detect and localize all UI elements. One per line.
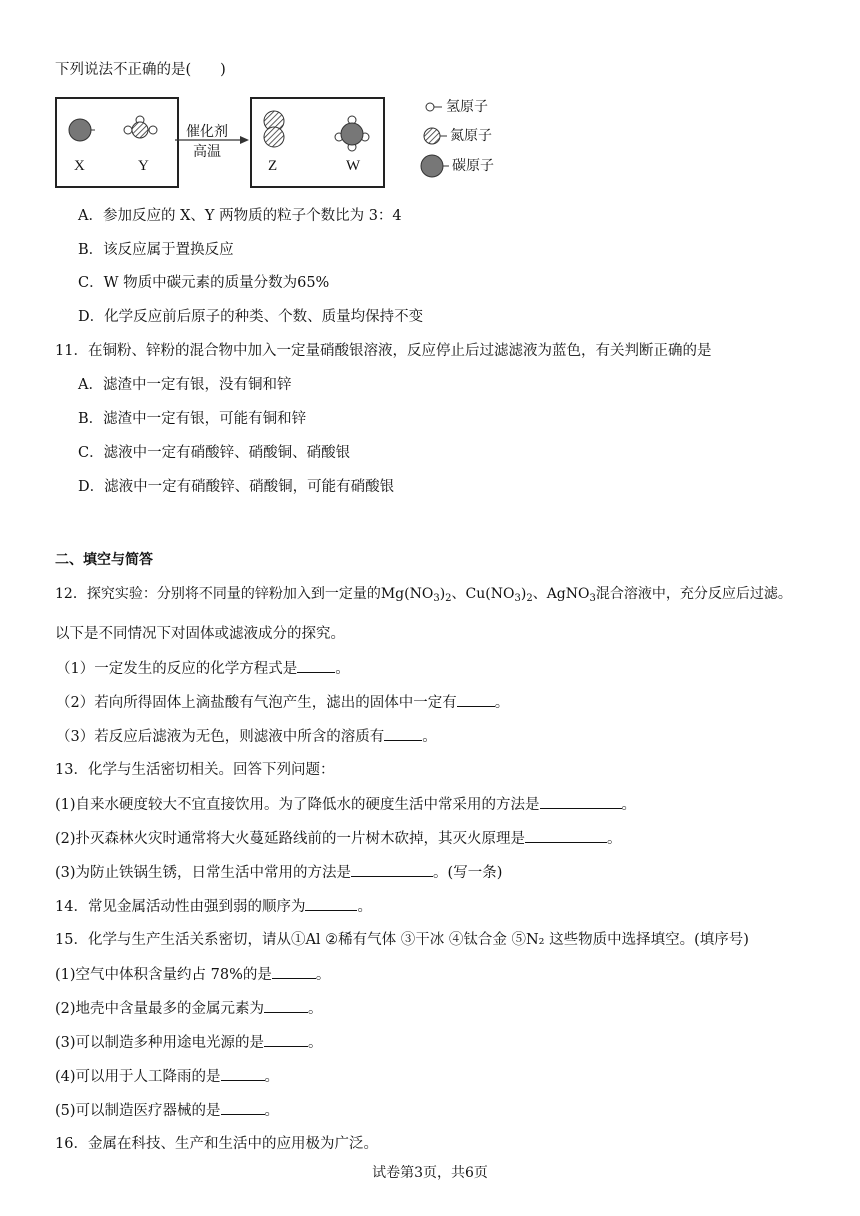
molecules-svg <box>0 0 860 200</box>
label-z: Z <box>268 158 278 174</box>
q11-option-b: B．滤渣中一定有银，可能有铜和锌 <box>78 411 307 427</box>
q15-part2: (2)地壳中含量最多的金属元素为 。 <box>55 998 323 1019</box>
molecule-z-nitrogen <box>264 111 284 147</box>
q14-stem: 14．常见金属活动性由强到弱的顺序为 。 <box>55 896 372 917</box>
q15-stem: 15．化学与生产生活关系密切，请从①Al ②稀有气体 ③干冰 ④钛合金 ⑤N₂ 这些物质中选择填空。(填序号) <box>55 932 749 948</box>
q11-option-c: C．滤液中一定有硝酸锌、硝酸铜、硝酸银 <box>78 445 351 461</box>
molecule-y-ammonia <box>124 116 157 138</box>
answer-blank[interactable] <box>264 998 308 1013</box>
formula-ag-nitrate: AgNO$_3$ <box>546 586 596 604</box>
q12-stem: 12．探究实验：分别将不同量的锌粉加入到一定量的$Mg(NO_3)_2$、$Cu(NO_3)_2$、AgNO$_3$混合溶液中，充分反应后过滤。 <box>55 586 792 604</box>
answer-blank[interactable] <box>221 1066 265 1081</box>
answer-blank[interactable] <box>272 964 316 979</box>
answer-blank[interactable] <box>264 1032 308 1047</box>
q10-option-c: C．W 物质中碳元素的质量分数为65% <box>78 275 330 291</box>
legend-label-hydrogen: 氢原子 <box>446 99 488 115</box>
q11-option-a: A．滤渣中一定有银，没有铜和锌 <box>78 377 292 393</box>
legend-label-nitrogen: 氮原子 <box>450 128 492 144</box>
molecule-x-carbon <box>69 119 95 141</box>
legend-hydrogen <box>426 103 442 111</box>
answer-blank[interactable] <box>221 1100 265 1115</box>
q12-stem-text: 12．探究实验：分别将不同量的锌粉加入到一定量的 <box>55 586 381 602</box>
answer-blank[interactable] <box>351 862 433 877</box>
section-title: 二、填空与简答 <box>55 552 153 568</box>
q15-part5: (5)可以制造医疗器械的是 。 <box>55 1100 279 1121</box>
answer-blank[interactable] <box>297 658 335 673</box>
arrow-condition-catalyst: 催化剂 <box>186 124 228 140</box>
answer-blank[interactable] <box>540 794 622 809</box>
q10-stem: 下列说法不正确的是( ) <box>55 62 226 78</box>
q15-part4: (4)可以用于人工降雨的是 。 <box>55 1066 279 1087</box>
answer-blank[interactable] <box>384 726 422 741</box>
legend-nitrogen <box>424 128 447 144</box>
q12-part3: （3）若反应后滤液为无色，则滤液中所含的溶质有 。 <box>56 726 437 747</box>
formula-cu-nitrate: $Cu(NO_3)_2$ <box>465 586 533 604</box>
q12-part2: （2）若向所得固体上滴盐酸有气泡产生，滤出的固体中一定有 。 <box>56 692 509 713</box>
q13-part3: (3)为防止铁锅生锈，日常生活中常用的方法是 。(写一条) <box>55 862 502 883</box>
answer-blank[interactable] <box>457 692 495 707</box>
q15-part1: (1)空气中体积含量约占 78%的是 。 <box>55 964 330 985</box>
answer-blank[interactable] <box>525 828 607 843</box>
q10-option-a: A．参加反应的 X、Y 两物质的粒子个数比为 3：4 <box>78 208 402 224</box>
arrow-condition-heat: 高温 <box>193 144 221 160</box>
label-x: X <box>74 158 85 174</box>
molecule-w-methane <box>335 116 369 151</box>
q16-stem: 16．金属在科技、生产和生活中的应用极为广泛。 <box>55 1136 378 1152</box>
q11-option-d: D．滤液中一定有硝酸锌、硝酸铜，可能有硝酸银 <box>78 479 395 495</box>
q13-stem: 13．化学与生活密切相关。回答下列问题： <box>55 762 335 778</box>
q13-part2: (2)扑灭森林火灾时通常将大火蔓延路线前的一片树木砍掉，其灭火原理是 。 <box>55 828 622 849</box>
q15-part3: (3)可以制造多种用途电光源的是 。 <box>55 1032 323 1053</box>
legend-label-carbon: 碳原子 <box>452 158 494 174</box>
q10-option-d: D．化学反应前后原子的种类、个数、质量均保持不变 <box>78 309 424 325</box>
answer-blank[interactable] <box>305 896 357 911</box>
legend-carbon <box>421 155 449 177</box>
q12-stem-line2: 以下是不同情况下对固体或滤液成分的探究。 <box>55 626 345 642</box>
page-footer: 试卷第3页，共6页 <box>372 1165 488 1181</box>
q10-option-b: B．该反应属于置换反应 <box>78 242 234 258</box>
label-w: W <box>346 158 361 174</box>
label-y: Y <box>138 158 149 174</box>
formula-mg-nitrate: $Mg(NO_3)_2$ <box>380 586 452 604</box>
q13-part1: (1)自来水硬度较大不宜直接饮用。为了降低水的硬度生活中常采用的方法是 。 <box>55 794 636 815</box>
q11-stem: 11．在铜粉、锌粉的混合物中加入一定量硝酸银溶液，反应停止后过滤滤液为蓝色，有关判断正确的是 <box>55 343 712 359</box>
q12-part1: （1）一定发生的反应的化学方程式是 。 <box>56 658 350 679</box>
